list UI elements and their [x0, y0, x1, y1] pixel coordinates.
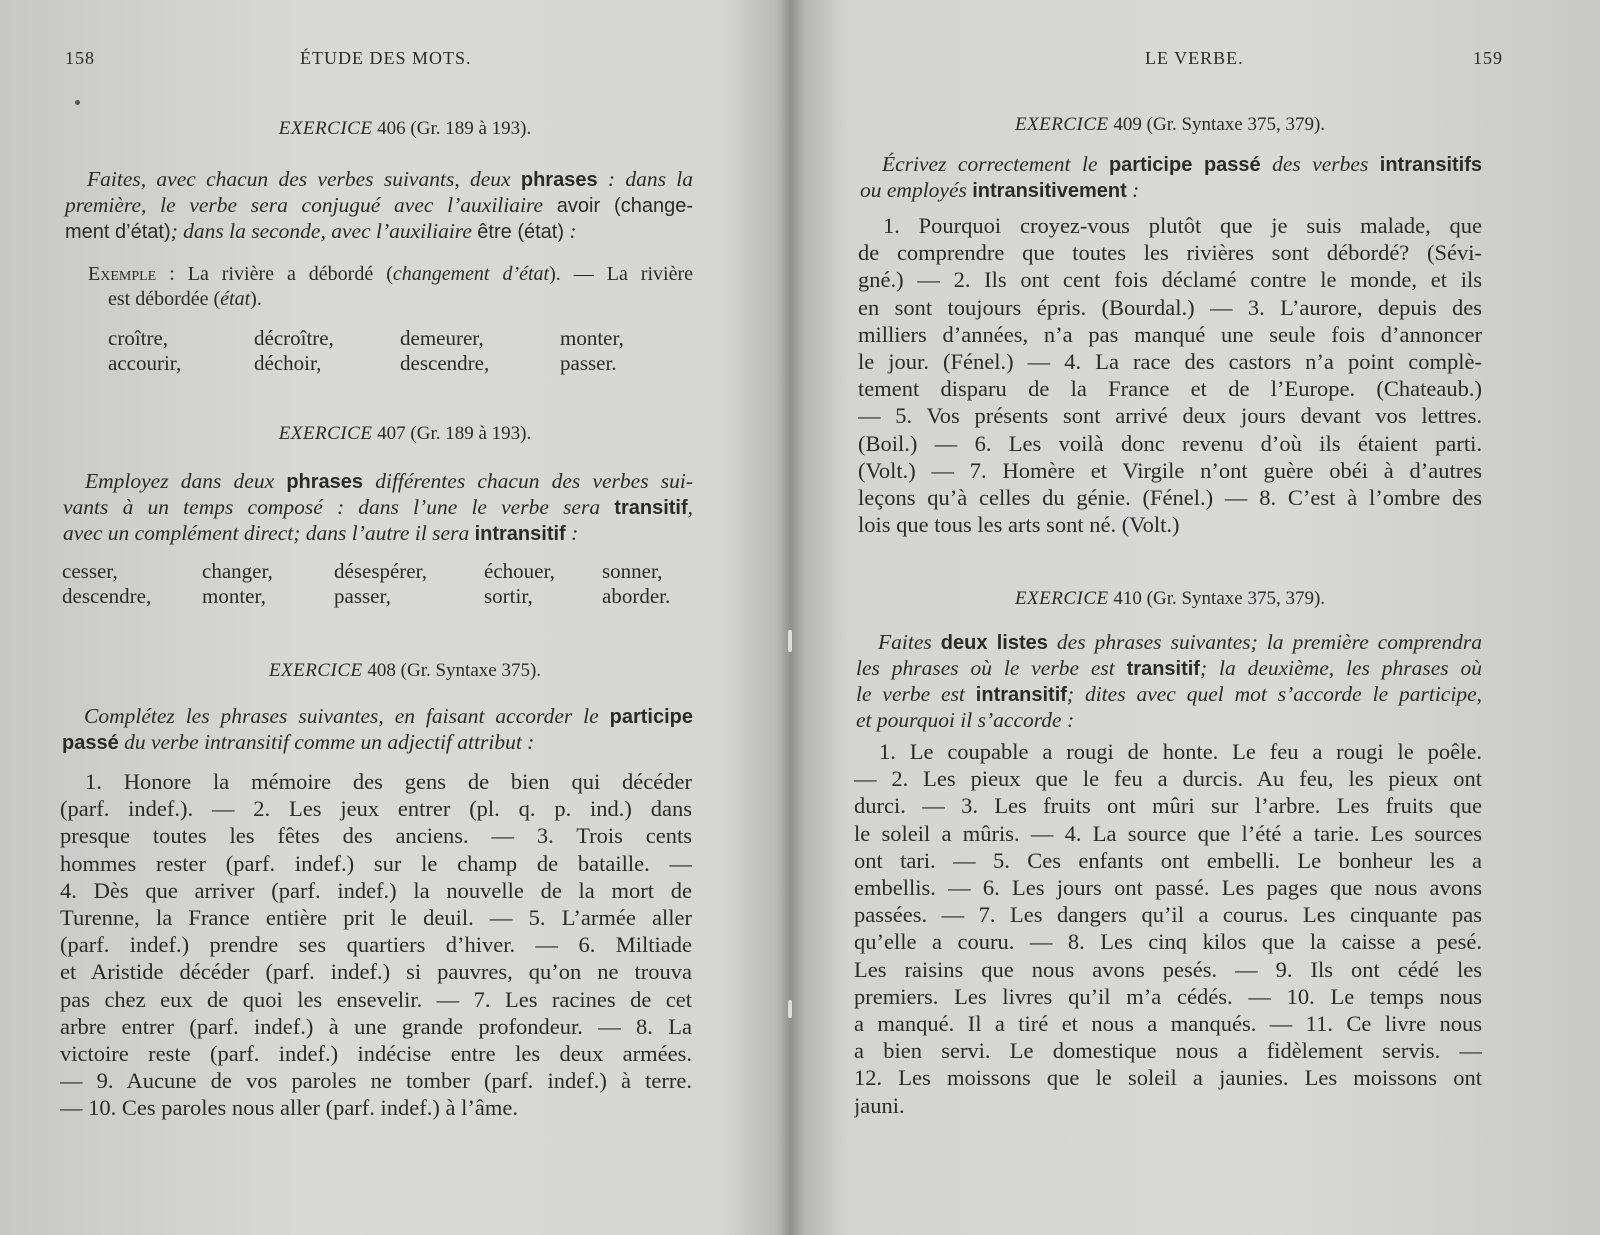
verb-item: descendre,	[62, 584, 152, 608]
verb-item: demeurer,	[400, 326, 484, 350]
verb-item: changer,	[202, 559, 273, 583]
text-line: a bien servi. Le domestique nous a fidèlement servis. —	[854, 1038, 1482, 1064]
text-line: durci. — 3. Les fruits ont mûri sur l’arbre. Les fruits que	[854, 793, 1482, 819]
exercise-410-title: EXERCICE 410 (Gr. Syntaxe 375, 379).	[1014, 588, 1326, 609]
text-line: en sont toujours épris. (Bourdal.) — 3. L’aurore, depuis des	[858, 294, 1482, 320]
text-line: gné.) — 2. Ils ont cent fois déclamé contre le monde, et ils	[858, 267, 1482, 293]
text-line: et Aristide décéder (parf. indef.) si pauvres, qu’on ne trouva	[60, 959, 692, 985]
verb-item: descendre,	[400, 351, 490, 375]
exercise-407-verb-list	[62, 559, 692, 609]
text-line: embellis. — 6. Les jours ont passé. Les pages que nous avons	[854, 875, 1482, 901]
text-line: 1. Le coupable a rougi de honte. Le feu a rougi le poêle.	[879, 739, 1482, 764]
exercise-407-instruction: Employez dans deux phrases différentes chacun des verbes sui- vants à un temps composé : dans l’une le verbe sera transitif, avec un complément direct; dans l’autre il sera intransitif :	[63, 469, 693, 545]
exercise-406-verb-list	[108, 326, 680, 376]
exercise-408-title: EXERCICE 408 (Gr. Syntaxe 375).	[268, 660, 542, 681]
text-line: lois que tous les arts sont né. (Volt.)	[858, 512, 1180, 538]
text-line: — 5. Vos présents sont arrivé deux jours devant vos lettres.	[858, 403, 1482, 429]
right-page	[790, 0, 1600, 1235]
text-line: de comprendre que toutes les rivières sont débordé? (Sévi-	[858, 240, 1482, 266]
left-page	[0, 0, 780, 1235]
text-line: 4. Dès que arriver (parf. indef.) la nouvelle de la mort de	[60, 877, 692, 903]
text-line: arbre entrer (parf. indef.) à une grande profondeur. — 8. La	[60, 1013, 692, 1039]
text-line: milliers d’années, n’a pas manqué une seule fois d’annoncer	[858, 321, 1482, 347]
page-number-left: 158	[65, 48, 95, 68]
text-line: (parf. indef.). — 2. Les jeux entrer (pl. q. p. ind.) dans	[60, 796, 692, 822]
text-line: a manqué. Il a tiré et nous a manqués. — 11. Ce livre nous	[854, 1011, 1482, 1037]
text-line: le soleil a mûris. — 4. La source que l’été a tarie. Les sources	[854, 820, 1482, 846]
text-line: pas chez eux de quoi les ensevelir. — 7. Les racines de cet	[60, 986, 692, 1012]
text-line: — 9. Aucune de vos paroles ne tomber (parf. indef.) à terre.	[60, 1068, 692, 1094]
exercise-408-body	[60, 768, 692, 1122]
verb-item: accourir,	[108, 351, 182, 375]
text-line: (Boil.) — 6. Les voilà donc revenu d’où ils étaient parti.	[858, 430, 1482, 456]
print-speck	[75, 100, 80, 105]
page-number-right: 159	[1473, 48, 1503, 68]
text-line: tement disparu de la France et de l’Europe. (Chateaub.)	[858, 376, 1482, 402]
text-line: — 2. Les pieux que le feu a durcis. Au feu, les pieux ont	[854, 766, 1482, 792]
exercise-410-body	[854, 738, 1482, 1119]
verb-item: sonner,	[602, 559, 663, 583]
exercise-410-instruction: Faites deux listes des phrases suivantes; la première comprendra les phrases où le verbe est transitif; la deuxième, les phrases où le verbe est intransitif; dites avec quel mot s’accorde le participe, et pourquoi il s’accorde :	[856, 630, 1482, 732]
exercise-409-body	[858, 212, 1482, 538]
running-head-left: ÉTUDE DES MOTS.	[300, 48, 472, 68]
text-line: Turenne, la France entière prit le deuil. — 5. L’armée aller	[60, 905, 692, 931]
verb-item: désespérer,	[334, 559, 428, 583]
text-line: 1. Pourquoi croyez-vous plutôt que je suis malade, que	[883, 213, 1482, 238]
exercise-406-title: EXERCICE 406 (Gr. 189 à 193).	[278, 118, 532, 139]
verb-item: monter,	[202, 584, 266, 608]
verb-item: sortir,	[484, 584, 533, 608]
exercise-409-title: EXERCICE 409 (Gr. Syntaxe 375, 379).	[1014, 114, 1326, 135]
exercise-407-title: EXERCICE 407 (Gr. 189 à 193).	[278, 423, 532, 444]
running-head-right: LE VERBE.	[1145, 48, 1244, 68]
exercise-408-instruction: Complétez les phrases suivantes, en faisant accorder le participe passé du verbe intransitif comme un adjectif attribut :	[62, 704, 693, 754]
exercise-409-instruction: Écrivez correctement le participe passé des verbes intransitifs ou employés intransitivement :	[860, 152, 1483, 202]
verb-item: monter,	[560, 326, 624, 350]
text-line: 1. Honore la mémoire des gens de bien qui décéder	[85, 769, 692, 794]
verb-item: échouer,	[484, 559, 555, 583]
text-line: premiers. Les livres qu’il m’a cédés. — 10. Le temps nous	[854, 983, 1482, 1009]
verb-item: cesser,	[62, 559, 118, 583]
verb-item: déchoir,	[254, 351, 322, 375]
text-line: presque toutes les fêtes des anciens. — 3. Trois cents	[60, 823, 692, 849]
verb-item: passer.	[560, 351, 617, 375]
text-line: (parf. indef.) prendre ses quartiers d’hiver. — 6. Miltiade	[60, 932, 692, 958]
text-line: qu’elle a couru. — 8. Les cinq kilos que la caisse a pesé.	[854, 929, 1482, 955]
exercise-406-instruction: Faites, avec chacun des verbes suivants, deux phrases : dans la première, le verbe sera conjugué avec l’auxiliaire avoir (change- ment d’état); dans la seconde, avec l’auxiliaire être (état) :	[65, 167, 693, 243]
verb-item: croître,	[108, 326, 169, 350]
verb-item: aborder.	[602, 584, 671, 608]
text-line: ont tari. — 5. Ces enfants ont embelli. Le bonheur les a	[854, 847, 1482, 873]
verb-item: passer,	[334, 584, 391, 608]
text-line: Les raisins que nous avons pesés. — 9. Ils ont cédé les	[854, 956, 1482, 982]
text-line: le jour. (Fénel.) — 4. La race des castors n’a point complè-	[858, 349, 1482, 375]
text-line: hommes rester (parf. indef.) sur le champ de bataille. —	[60, 850, 692, 876]
text-line: victoire reste (parf. indef.) indécise entre les deux armées.	[60, 1041, 692, 1067]
text-line: (Volt.) — 7. Homère et Virgile n’ont guère obéi à d’autres	[858, 457, 1482, 483]
text-line: 12. Les moissons que le soleil a jaunies. Les moissons ont	[854, 1065, 1482, 1091]
exercise-406-example: Exemple : La rivière a débordé (changement d’état). — La rivière est débordée (état).	[88, 263, 693, 310]
text-line: jauni.	[854, 1092, 905, 1118]
text-line: leçons qu’à celles du génie. (Fénel.) — 8. C’est à l’ombre des	[858, 485, 1482, 511]
text-line: passées. — 7. Les dangers qu’il a courus. Les cinquante pas	[854, 902, 1482, 928]
verb-item: décroître,	[254, 326, 334, 350]
text-line: — 10. Ces paroles nous aller (parf. indef.) à l’âme.	[60, 1095, 518, 1121]
